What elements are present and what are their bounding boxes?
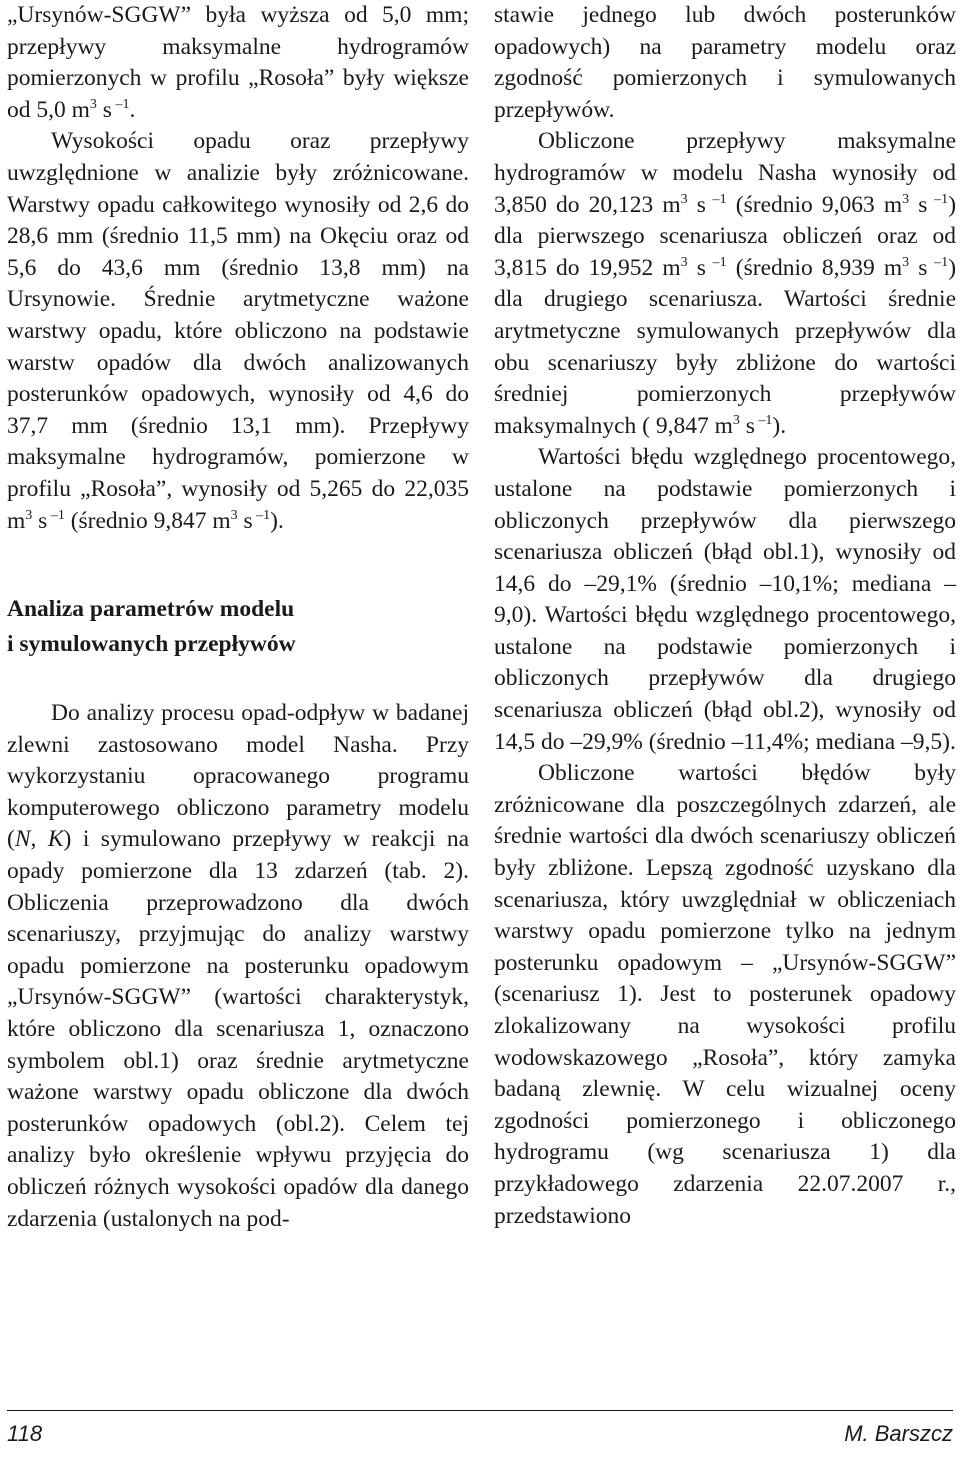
- text-run: (średnio 9,063 m: [726, 191, 903, 218]
- section-heading: [7, 592, 469, 662]
- superscript: –1: [705, 191, 727, 207]
- heading-line: i symulowanych przepływów: [7, 631, 296, 658]
- text-run: ) dla pierwszego scenariusza obliczeń oraz od 3,815 do 19,952 m: [494, 191, 957, 281]
- text-run: Wartości błędu względnego procentowego, ustalone na podstawie pomierzonych i obliczonych przepływów dla pierwszego scenariusza obliczeń (błąd obl.1), wynosiły od 14,6 do –29,1% (średnio –10,1%; mediana –9,0). Wartości błędu względnego procentowego, ustalone na podstawie pomierzonych i obliczonych przepływów dla drugiego scenariusza obliczeń (błąd obl.2), wynosiły od 14,5 do –29,9% (średnio –11,4%; mediana –9,5).: [494, 444, 956, 755]
- superscript: 3: [732, 412, 740, 428]
- paragraph-error-comparison: [494, 758, 956, 1232]
- spacer: [7, 662, 469, 698]
- author-name: M. Barszcz: [844, 1421, 953, 1446]
- text-run: ).: [270, 507, 284, 534]
- text-run: (średnio 9,847 m: [64, 507, 231, 534]
- heading-line: Analiza parametrów modelu: [7, 596, 295, 623]
- text-run: ) dla drugiego scenariusza. Wartości średnie arytmetyczne symulowanych przepływów dla obu scenariuszy były zbliżone do wartości średniej pomierzonych przepływów maksymalnych ( 9,847 m: [494, 254, 957, 439]
- text-run: Obliczone wartości błędów były zróżnicowane dla poszczególnych zdarzeń, ale średnie wartości dla dwóch scenariuszy obliczeń były zbliżone. Lepszą zgodność uzyskano dla scenariusza, który uwzględniał w obliczeniach warstwy opadu pomierzone tylko na jednym posterunku opadowym – „Ursynów-SGGW” (scenariusz 1). Jest to posterunek opadowy zlokalizowany na wysokości profilu wodowskazowego „Rosoła”, który zamyka badaną zlewnię. W celu wizualnej oceny zgodności pomierzonego i obliczonego hydrogramu (wg scenariusza 1) dla przykładowego zdarzenia 22.07.2007 r., przedstawiono: [494, 760, 956, 1229]
- text-run: (średnio 8,939 m: [726, 254, 903, 281]
- text-run: s: [687, 254, 706, 281]
- text-run: ) i symulowano przepływy w reakcji na opady pomierzone dla 13 zdarzeń (tab. 2). Obliczenia przeprowadzono dla dwóch scenariuszy, przyjmując do analizy warstwy opadu pomierzone na posterunku opadowym „Ursynów-SGGW” (wartości charakterystyk, które obliczono dla scenariusza 1, oznaczono symbolem obl.1) oraz średnie arytmetyczne ważone warstwy opadu obliczone dla dwóch posterunków opadowych (obl.2). Celem tej analizy było określenie wpływu przyjęcia do obliczeń różnych wysokości opadów dla danego zdarzenia (ustalonych na pod-: [7, 826, 470, 1232]
- superscript: 3: [680, 254, 688, 270]
- text-run: Wysokości opadu oraz przepływy uwzględnione w analizie były zróżnicowane. Warstwy opadu całkowitego wynosiły od 2,6 do 28,6 mm (średnio 11,5 mm) na Okęciu oraz od 5,6 do 43,6 mm (średnio 13,8 mm) na Ursynowie. Średnie arytmetyczne ważone warstwy opadu, które obliczono na podstawie warstw opadów dla dwóch analizowanych posterunków opadowych, wynosiły od 4,6 do 37,7 mm (średnio 13,1 mm). Przepływy maksymalne hydrogramów, pomierzone w profilu „Rosoła”, wynosiły od 5,265 do 22,035 m: [7, 128, 469, 534]
- paragraph-precipitation: [7, 126, 469, 537]
- text-run: s: [237, 507, 253, 534]
- text-run: s: [96, 96, 112, 123]
- superscript: 3: [25, 507, 33, 523]
- superscript: –1: [927, 191, 949, 207]
- paragraph-relative-error: [494, 442, 956, 758]
- italic-symbol: N: [14, 826, 31, 853]
- paragraph-continuation: [7, 0, 469, 126]
- text-run: s: [32, 507, 48, 534]
- superscript: –1: [927, 254, 949, 270]
- text-run: s: [687, 191, 706, 218]
- text-run: .: [129, 96, 136, 123]
- right-column: [494, 0, 956, 1232]
- paragraph-continuation: [494, 0, 956, 126]
- superscript: 3: [902, 254, 910, 270]
- superscript: –1: [111, 96, 130, 112]
- superscript: 3: [89, 96, 97, 112]
- superscript: –1: [705, 254, 727, 270]
- text-run: s: [739, 412, 755, 439]
- left-column: [7, 0, 469, 1235]
- superscript: –1: [754, 412, 773, 428]
- superscript: –1: [47, 507, 65, 523]
- text-run: ,: [30, 826, 48, 853]
- superscript: 3: [680, 191, 688, 207]
- text-run: s: [909, 191, 928, 218]
- page-number: 118: [7, 1421, 43, 1446]
- text-run: ).: [772, 412, 787, 439]
- superscript: 3: [902, 191, 910, 207]
- superscript: –1: [252, 507, 271, 523]
- text-run: Obliczone przepływy maksymalne hydrogramów w modelu Nasha wynosiły od 3,850 do 20,123 m: [494, 128, 956, 218]
- paragraph-nash-model: [7, 698, 469, 1235]
- text-run: Do analizy procesu opad-odpływ w badanej zlewni zastosowano model Nasha. Przy wykorzystaniu opracowanego programu komputerowego obliczono parametry modelu (: [7, 700, 469, 853]
- text-run: s: [909, 254, 928, 281]
- paragraph-max-flows: [494, 126, 956, 442]
- text-run: „Ursynów-SGGW” była wyższa od 5,0 mm; przepływy maksymalne hydrogramów pomierzonych w profilu „Rosoła” były większe od 5,0 m: [7, 2, 469, 123]
- italic-symbol: K: [47, 826, 64, 853]
- text-run: stawie jednego lub dwóch posterunków opadowych) na parametry modelu oraz zgodność pomierzonych i symulowanych przepływów.: [494, 2, 956, 123]
- superscript: 3: [230, 507, 238, 523]
- spacer: [7, 537, 469, 592]
- footer-divider: [7, 1410, 953, 1411]
